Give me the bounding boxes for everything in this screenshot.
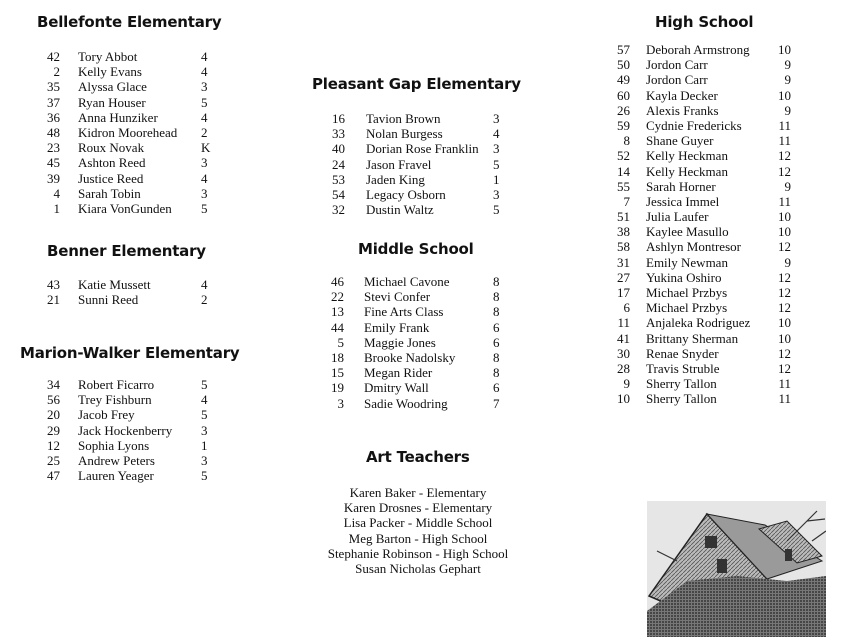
student-name: Kelly Heckman xyxy=(646,163,728,179)
grade-level: 8 xyxy=(493,304,500,320)
student-name: Roux Novak xyxy=(78,140,145,156)
grade-level: 3 xyxy=(201,79,208,95)
entry-number: 9 xyxy=(623,376,630,392)
grade-level: 12 xyxy=(778,300,791,316)
student-name: Andrew Peters xyxy=(78,452,155,468)
entry-number: 36 xyxy=(47,109,60,125)
grade-level: 3 xyxy=(493,141,500,157)
list-row xyxy=(0,164,850,179)
grade-level: 10 xyxy=(778,224,791,240)
student-name: Jaden King xyxy=(366,171,425,187)
student-name: Legacy Osborn xyxy=(366,186,446,202)
entry-number: 24 xyxy=(332,156,345,172)
student-name: Jack Hockenberry xyxy=(78,422,173,438)
student-name: Kayla Decker xyxy=(646,87,718,103)
student-name: Sherry Tallon xyxy=(646,391,717,407)
student-name: Julia Laufer xyxy=(646,209,709,225)
entry-number: 46 xyxy=(331,274,344,289)
art-teacher-line: Susan Nicholas Gephart xyxy=(355,561,481,577)
entry-number: 42 xyxy=(47,49,60,64)
entry-number: 17 xyxy=(617,285,630,300)
entry-number: 31 xyxy=(617,254,630,270)
entry-number: 48 xyxy=(47,124,60,140)
student-name: Emily Newman xyxy=(646,254,728,270)
entry-number: 39 xyxy=(47,170,60,186)
high-school-list xyxy=(0,42,850,407)
grade-level: 2 xyxy=(201,124,208,140)
list-row xyxy=(0,57,850,72)
grade-level: 12 xyxy=(778,239,791,255)
student-name: Sophia Lyons xyxy=(78,437,150,453)
grade-level: 11 xyxy=(778,133,791,149)
entry-number: 12 xyxy=(47,437,60,453)
school-building-sketch-icon xyxy=(647,501,826,637)
list-row xyxy=(0,239,850,254)
grade-level: 1 xyxy=(493,171,500,187)
student-name: Kiara VonGunden xyxy=(78,200,172,216)
entry-number: 47 xyxy=(47,468,60,484)
student-name: Michael Cavone xyxy=(364,274,450,289)
grade-level: 5 xyxy=(201,94,208,110)
grade-level: 3 xyxy=(201,185,208,201)
grade-level: 3 xyxy=(493,186,500,202)
entry-number: 13 xyxy=(331,304,344,320)
student-name: Deborah Armstrong xyxy=(646,42,750,57)
entry-number: 14 xyxy=(617,163,630,179)
student-name: Jordon Carr xyxy=(646,57,708,73)
student-name: Sarah Horner xyxy=(646,178,716,194)
grade-level: 10 xyxy=(778,209,791,225)
student-name: Justice Reed xyxy=(78,170,144,186)
list-row xyxy=(0,118,850,133)
student-name: Fine Arts Class xyxy=(364,304,444,320)
entry-number: 11 xyxy=(617,315,630,331)
student-name: Sadie Woodring xyxy=(364,395,448,411)
high-school-heading: High School xyxy=(655,13,754,31)
student-name: Maggie Jones xyxy=(364,334,436,350)
student-name: Shane Guyer xyxy=(646,133,714,149)
entry-number: 2 xyxy=(53,64,60,80)
entry-number: 29 xyxy=(47,422,60,438)
bellefonte-heading: Bellefonte Elementary xyxy=(37,13,222,31)
grade-level: 4 xyxy=(201,170,208,186)
student-name: Jessica Immel xyxy=(646,193,720,209)
pleasant-gap-heading: Pleasant Gap Elementary xyxy=(312,75,521,93)
marion-walker-heading: Marion-Walker Elementary xyxy=(20,344,240,362)
grade-level: 7 xyxy=(493,395,500,411)
grade-level: 4 xyxy=(201,392,208,408)
entry-number: 20 xyxy=(47,407,60,423)
entry-number: 59 xyxy=(617,117,630,133)
grade-level: 5 xyxy=(201,407,208,423)
student-name: Kaylee Masullo xyxy=(646,224,729,240)
list-row xyxy=(0,179,850,194)
grade-level: 9 xyxy=(784,57,791,73)
entry-number: 23 xyxy=(47,140,60,156)
entry-number: 56 xyxy=(47,392,60,408)
list-row xyxy=(0,331,850,346)
entry-number: 35 xyxy=(47,79,60,95)
art-teacher-line: Karen Baker - Elementary xyxy=(349,485,487,500)
entry-number: 51 xyxy=(617,209,630,225)
entry-number: 16 xyxy=(332,111,345,126)
list-row xyxy=(0,346,850,361)
entry-number: 6 xyxy=(623,300,630,316)
grade-level: 10 xyxy=(778,87,791,103)
grade-level: 3 xyxy=(493,111,500,126)
student-name: Brittany Sherman xyxy=(646,330,739,346)
student-name: Jason Fravel xyxy=(366,156,432,172)
entry-number: 10 xyxy=(617,391,630,407)
grade-level: 2 xyxy=(201,292,208,308)
middle-school-heading: Middle School xyxy=(358,240,474,258)
list-row xyxy=(0,315,850,330)
grade-level: 4 xyxy=(493,126,500,142)
list-row xyxy=(0,72,850,87)
grade-level: 5 xyxy=(201,200,208,216)
list-row xyxy=(0,391,850,406)
student-name: Jacob Frey xyxy=(78,407,135,423)
student-name: Brooke Nadolsky xyxy=(364,349,456,365)
entry-number: 1 xyxy=(53,200,60,216)
entry-number: 34 xyxy=(47,377,60,392)
entry-number: 50 xyxy=(617,57,630,73)
student-name: Katie Mussett xyxy=(78,277,151,292)
student-name: Dmitry Wall xyxy=(364,380,429,396)
grade-level: 4 xyxy=(201,49,208,64)
entry-number: 15 xyxy=(331,365,344,381)
grade-level: 3 xyxy=(201,452,208,468)
student-name: Travis Struble xyxy=(646,360,720,376)
grade-level: 12 xyxy=(778,285,791,300)
art-teacher-line: Karen Drosnes - Elementary xyxy=(343,500,493,516)
grade-level: 12 xyxy=(778,163,791,179)
grade-level: 8 xyxy=(493,289,500,305)
student-name: Dorian Rose Franklin xyxy=(366,141,479,157)
grade-level: 9 xyxy=(784,72,791,88)
grade-level: 3 xyxy=(201,155,208,171)
entry-number: 30 xyxy=(617,345,630,361)
student-name: Kelly Heckman xyxy=(646,148,728,164)
art-teacher-line: Stephanie Robinson - High School xyxy=(327,545,509,561)
grade-level: 5 xyxy=(493,202,500,218)
entry-number: 53 xyxy=(332,171,345,187)
list-row xyxy=(0,148,850,163)
grade-level: 12 xyxy=(778,269,791,285)
list-row xyxy=(0,194,850,209)
grade-level: 11 xyxy=(778,391,791,407)
grade-level: 4 xyxy=(201,277,208,292)
entry-number: 32 xyxy=(332,202,345,218)
entry-number: 7 xyxy=(623,193,630,209)
entry-number: 43 xyxy=(47,277,60,292)
grade-level: 4 xyxy=(201,64,208,80)
list-row xyxy=(0,209,850,224)
student-name: Anjaleka Rodriguez xyxy=(646,315,751,331)
grade-level: 8 xyxy=(493,274,500,289)
entry-number: 55 xyxy=(617,178,630,194)
art-teachers-heading: Art Teachers xyxy=(366,448,470,466)
list-row xyxy=(0,376,850,391)
grade-level: 6 xyxy=(493,319,500,335)
grade-level: 12 xyxy=(778,345,791,361)
student-name: Dustin Waltz xyxy=(366,202,434,218)
entry-number: 21 xyxy=(47,292,60,308)
grade-level: 12 xyxy=(778,360,791,376)
grade-level: 11 xyxy=(778,193,791,209)
entry-number: 52 xyxy=(617,148,630,164)
list-row xyxy=(0,88,850,103)
list-row xyxy=(0,224,850,239)
student-name: Sarah Tobin xyxy=(78,185,141,201)
student-name: Emily Frank xyxy=(364,319,430,335)
grade-level: 8 xyxy=(493,349,500,365)
entry-number: 54 xyxy=(332,186,345,202)
list-row xyxy=(0,300,850,315)
student-name: Trey Fishburn xyxy=(78,392,152,408)
student-name: Sunni Reed xyxy=(78,292,139,308)
entry-number: 37 xyxy=(47,94,60,110)
entry-number: 26 xyxy=(617,102,630,118)
entry-number: 40 xyxy=(332,141,345,157)
grade-level: 3 xyxy=(201,422,208,438)
student-name: Anna Hunziker xyxy=(78,109,158,125)
entry-number: 57 xyxy=(617,42,630,57)
grade-level: K xyxy=(201,140,211,156)
student-name: Lauren Yeager xyxy=(78,468,154,484)
entry-number: 22 xyxy=(331,289,344,305)
student-name: Kelly Evans xyxy=(78,64,142,80)
entry-number: 28 xyxy=(617,360,630,376)
student-name: Jordon Carr xyxy=(646,72,708,88)
student-name: Ryan Houser xyxy=(78,94,146,110)
grade-level: 6 xyxy=(493,380,500,396)
entry-number: 3 xyxy=(337,395,344,411)
grade-level: 9 xyxy=(784,254,791,270)
list-row xyxy=(0,133,850,148)
list-row xyxy=(0,255,850,270)
grade-level: 1 xyxy=(201,437,208,453)
grade-level: 9 xyxy=(784,178,791,194)
student-name: Tory Abbot xyxy=(78,49,138,64)
art-teacher-line: Meg Barton - High School xyxy=(348,530,488,546)
student-name: Kidron Moorehead xyxy=(78,124,178,140)
student-name: Sherry Tallon xyxy=(646,376,717,392)
entry-number: 44 xyxy=(331,319,344,335)
list-row xyxy=(0,103,850,118)
list-row xyxy=(0,468,850,483)
student-name: Robert Ficarro xyxy=(78,377,155,392)
entry-number: 8 xyxy=(623,133,630,149)
list-row xyxy=(0,423,850,438)
entry-number: 4 xyxy=(53,185,60,201)
grade-level: 9 xyxy=(784,102,791,118)
art-teacher-line: Lisa Packer - Middle School xyxy=(343,515,493,531)
entry-number: 18 xyxy=(331,349,344,365)
art-teachers-list xyxy=(300,485,536,576)
grade-level: 8 xyxy=(493,365,500,381)
entry-number: 27 xyxy=(617,269,630,285)
student-name: Renae Snyder xyxy=(646,345,719,361)
grade-level: 5 xyxy=(201,468,208,484)
grade-level: 10 xyxy=(778,330,791,346)
grade-level: 11 xyxy=(778,376,791,392)
student-name: Ashlyn Montresor xyxy=(646,239,741,255)
student-name: Michael Przbys xyxy=(646,285,728,300)
grade-level: 6 xyxy=(493,334,500,350)
student-name: Alyssa Glace xyxy=(78,79,147,95)
student-name: Ashton Reed xyxy=(78,155,146,171)
student-name: Megan Rider xyxy=(364,365,433,381)
grade-level: 10 xyxy=(778,42,791,57)
grade-level: 4 xyxy=(201,109,208,125)
benner-heading: Benner Elementary xyxy=(47,242,206,260)
student-name: Alexis Franks xyxy=(646,102,719,118)
entry-number: 41 xyxy=(617,330,630,346)
grade-level: 11 xyxy=(778,117,791,133)
entry-number: 45 xyxy=(47,155,60,171)
entry-number: 33 xyxy=(332,126,345,142)
student-name: Yukina Oshiro xyxy=(646,269,722,285)
list-row xyxy=(0,42,850,57)
student-name: Cydnie Fredericks xyxy=(646,117,742,133)
entry-number: 38 xyxy=(617,224,630,240)
student-name: Michael Przbys xyxy=(646,300,728,316)
student-name: Nolan Burgess xyxy=(366,126,443,142)
grade-level: 10 xyxy=(778,315,791,331)
entry-number: 19 xyxy=(331,380,344,396)
list-row xyxy=(0,270,850,285)
grade-level: 5 xyxy=(201,377,208,392)
grade-level: 5 xyxy=(493,156,500,172)
grade-level: 12 xyxy=(778,148,791,164)
student-name: Stevi Confer xyxy=(364,289,431,305)
entry-number: 58 xyxy=(617,239,630,255)
entry-number: 25 xyxy=(47,452,60,468)
entry-number: 60 xyxy=(617,87,630,103)
list-row xyxy=(0,361,850,376)
entry-number: 5 xyxy=(337,334,344,350)
entry-number: 49 xyxy=(617,72,630,88)
list-row xyxy=(0,285,850,300)
student-name: Tavion Brown xyxy=(366,111,441,126)
